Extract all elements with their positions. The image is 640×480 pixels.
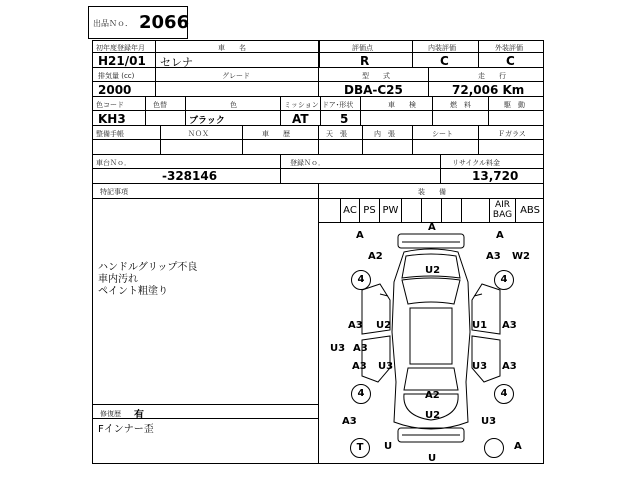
repair-label: 修復歴 (100, 410, 121, 418)
seat-label: シート (432, 130, 453, 138)
wheel-front-left: 4 (351, 270, 371, 290)
mission-label: ミッション (284, 101, 319, 109)
mileage-value: 72,006 Km (452, 83, 525, 97)
notes-label: 特記事項 (100, 188, 128, 196)
score-label: 評価点 (352, 44, 373, 52)
glass-label: Ｆガラス (498, 130, 526, 138)
equipment-slot-4 (402, 199, 422, 222)
damage-front-center: A (428, 222, 436, 233)
car-name-value: セレナ (160, 56, 193, 69)
wheel-rear-right: 4 (494, 384, 514, 404)
exterior-label: 外装評価 (495, 44, 523, 52)
lot-box (88, 6, 188, 39)
exterior-value: C (506, 54, 515, 68)
color-code-label: 色コード (96, 101, 124, 109)
equipment-pw: PW (380, 199, 402, 222)
damage-bottom-u: U (428, 453, 437, 464)
reg-label: 登録Ｎｏ． (290, 159, 325, 167)
equipment-airbag: AIR BAG (490, 199, 516, 222)
car-name-label: 車 名 (218, 44, 246, 52)
chassis-label: 車台Ｎｏ． (96, 159, 131, 167)
score-value: R (360, 54, 370, 68)
color-code-value: KH3 (98, 112, 126, 126)
cc-value: 2000 (98, 83, 132, 97)
damage-left-front-door-u: U2 (376, 320, 392, 331)
damage-tail-a: A (514, 441, 522, 452)
door-value: 5 (340, 112, 349, 126)
damage-front-right-top: A3 (486, 251, 501, 262)
door-label: ドア･形状 (322, 101, 354, 109)
damage-roof-front: U2 (425, 265, 441, 276)
model-value: DBA-C25 (344, 83, 403, 97)
damage-tail-u: U (384, 441, 393, 452)
color-label: 色 (230, 101, 237, 109)
lot-number: 2066 (139, 12, 190, 33)
chassis-value: -328146 (162, 169, 218, 183)
equipment-ac: AC (340, 199, 360, 222)
damage-left-rear-door-u: U3 (378, 361, 394, 372)
recycle-value: 13,720 (472, 169, 519, 183)
damage-rear-right: U3 (481, 416, 497, 427)
damage-front-right-edge: W2 (512, 251, 530, 262)
notes-line-1: ハンドルグリップ不良 (98, 262, 198, 273)
inspection-label: 車 検 (388, 101, 416, 109)
equipment-label: 装 備 (418, 188, 446, 196)
damage-right-front-door: A3 (502, 320, 517, 331)
damage-hood: A2 (368, 251, 383, 262)
wheel-front-right: 4 (494, 270, 514, 290)
color-change-label: 色替 (153, 101, 167, 109)
manual-label: 整備手帳 (96, 130, 124, 138)
damage-left-rocker: U3 (330, 343, 346, 354)
notes-line-3: ペイント粗塗り (98, 286, 168, 297)
tail-marker-right (484, 438, 504, 458)
damage-left-rear-door: A3 (352, 361, 367, 372)
damage-trunk: U2 (425, 410, 441, 421)
cc-label: 排気量 (cc) (98, 72, 135, 80)
year-value: H21/01 (98, 54, 146, 68)
mileage-label: 走 行 (478, 72, 506, 80)
notes-line-2: 車内汚れ (98, 274, 138, 285)
equipment-row (318, 199, 544, 222)
repair-value: 有 (134, 410, 144, 421)
upholstery-label: 内 張 (374, 130, 395, 138)
damage-rear-left: A3 (342, 416, 357, 427)
damage-left-front-door: A3 (348, 320, 363, 331)
lot-label: 出品Ｎｏ． (93, 19, 133, 28)
fuel-label: 燃 料 (450, 101, 471, 109)
equipment-slot-6 (442, 199, 462, 222)
car-diagram-icon (318, 222, 544, 464)
nox-label: ＮＯＸ (188, 130, 209, 138)
equipment-slot-7 (462, 199, 490, 222)
damage-front-left: A (356, 230, 364, 241)
equipment-slot-5 (422, 199, 442, 222)
equipment-ps: PS (360, 199, 380, 222)
repair-note: Fインナー歪 (98, 424, 154, 435)
damage-rear-center: A2 (425, 390, 440, 401)
recycle-label: リサイクル料金 (452, 159, 501, 167)
year-label: 初年度登録年月 (96, 44, 145, 52)
interior-label: 内装評価 (428, 44, 456, 52)
damage-front-right: A (496, 230, 504, 241)
damage-left-rear-a: A3 (353, 343, 368, 354)
damage-right-front-door-u: U1 (472, 320, 488, 331)
model-label: 型 式 (362, 72, 390, 80)
mission-value: AT (292, 112, 309, 126)
ceiling-label: 天 張 (326, 130, 347, 138)
damage-tail-t: T (350, 438, 370, 458)
equipment-abs: ABS (520, 205, 540, 216)
wheel-rear-left: 4 (351, 384, 371, 404)
grade-label: グレード (222, 72, 250, 80)
interior-value: C (440, 54, 449, 68)
damage-right-rear-door: A3 (502, 361, 517, 372)
color-value: ブラック (189, 116, 225, 126)
history-label: 車 歴 (262, 130, 290, 138)
drive-label: 駆 動 (504, 101, 525, 109)
damage-right-rear-door-u: U3 (472, 361, 488, 372)
